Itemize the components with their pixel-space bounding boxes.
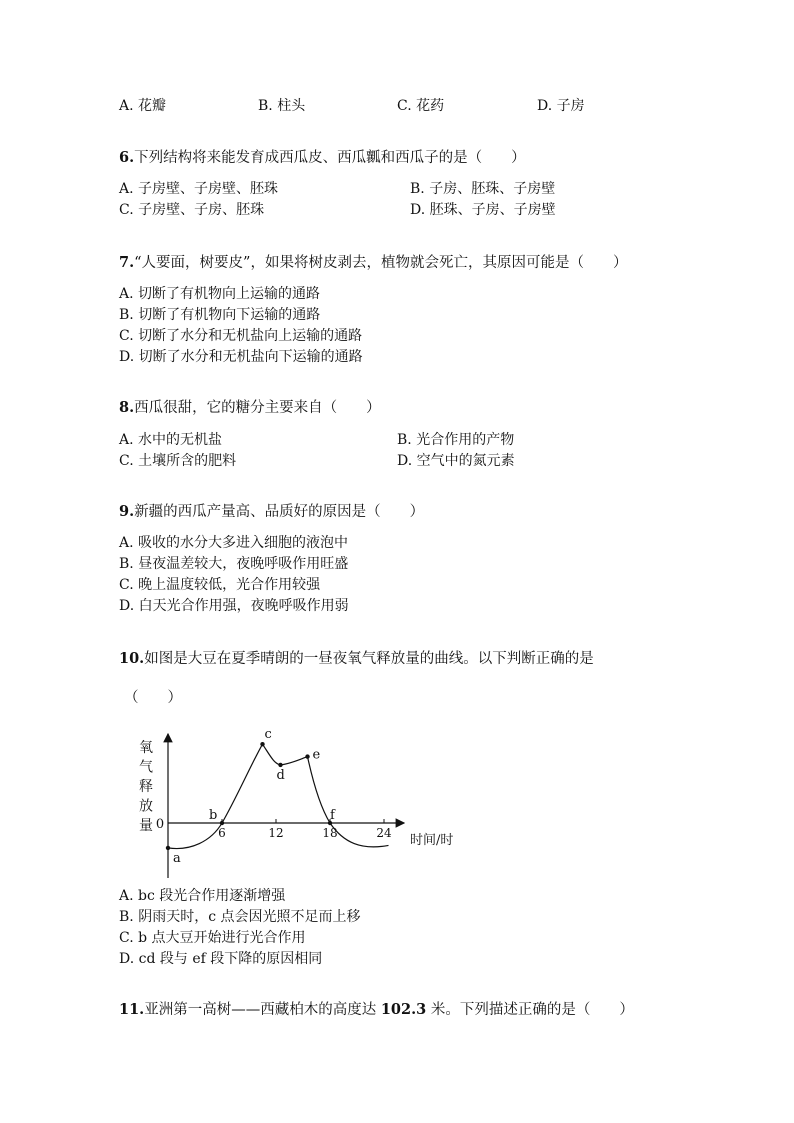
question-10-option-d: D. cd 段与 ef 段下降的原因相同 [119, 951, 323, 967]
point-c [260, 742, 264, 746]
question-6-option-b: B. 子房、胚珠、子房壁 [410, 181, 556, 197]
point-label-f: f [330, 808, 335, 823]
question-8-stem [119, 399, 381, 417]
question-11-stem [119, 1001, 634, 1019]
question-6-number: 6. [119, 149, 135, 166]
question-9-option-d: D. 白天光合作用强，夜晚呼吸作用弱 [119, 598, 349, 614]
question-9-text: 新疆的西瓜产量高、品质好的原因是（ ） [134, 504, 425, 520]
x-tick-label: 6 [218, 826, 226, 840]
point-a [166, 846, 170, 850]
q5-option-d: D. 子房 [537, 98, 585, 114]
question-8-option-a: A. 水中的无机盐 [119, 432, 223, 448]
point-label-e: e [312, 747, 321, 763]
point-label-c: c [264, 730, 272, 743]
x-ticks [218, 819, 392, 840]
question-10-text: 如图是大豆在夏季晴朗的一昼夜氧气释放量的曲线。以下判断正确的是 [144, 651, 594, 667]
y-axis-label-char: 氧 [139, 740, 153, 756]
question-9-option-b: B. 昼夜温差较大，夜晚呼吸作用旺盛 [119, 556, 349, 572]
question-8-option-d: D. 空气中的氮元素 [397, 453, 515, 469]
q5-option-c: C. 花药 [397, 98, 445, 114]
y-axis-label-char: 释 [139, 779, 153, 795]
question-6-option-a: A. 子房壁、子房壁、胚珠 [119, 181, 279, 197]
point-e [305, 754, 309, 758]
question-7-stem [119, 254, 627, 272]
x-axis-label: 时间/时 [410, 833, 454, 848]
question-10-stem [119, 650, 594, 668]
q5-option-b: B. 柱头 [258, 98, 306, 114]
point-d [278, 763, 282, 767]
question-9-stem [119, 503, 424, 521]
question-10-option-a: A. bc 段光合作用逐渐增强 [119, 888, 286, 904]
question-10-option-c: C. b 点大豆开始进行光合作用 [119, 930, 306, 946]
question-8-text: 西瓜很甜，它的糖分主要来自（ ） [134, 400, 381, 416]
question-11-text-pre: 亚洲第一高树——西藏柏木的高度达 [144, 1002, 381, 1018]
question-7-option-a: A. 切断了有机物向上运输的通路 [119, 286, 321, 302]
question-7-option-d: D. 切断了水分和无机盐向下运输的通路 [119, 349, 363, 365]
question-6-stem [119, 149, 526, 167]
question-6-text: 下列结构将来能发育成西瓜皮、西瓜瓤和西瓜子的是（ ） [134, 150, 526, 166]
question-11-number: 11. [119, 1001, 145, 1018]
question-11-text-post: 米。下列描述正确的是（ ） [426, 1002, 634, 1018]
question-6-option-c: C. 子房壁、子房、胚珠 [119, 202, 265, 218]
question-10-number: 10. [119, 650, 145, 667]
y-axis-label-char: 气 [139, 759, 153, 776]
question-7-number: 7. [119, 254, 135, 271]
question-8-option-b: B. 光合作用的产物 [397, 432, 515, 448]
point-label-d: d [276, 767, 285, 783]
point-label-a: a [173, 850, 181, 866]
question-7-text: “人要面，树要皮”，如果将树皮剥去，植物就会死亡，其原因可能是（ ） [134, 255, 628, 271]
question-9-option-c: C. 晚上温度较低，光合作用较强 [119, 577, 321, 593]
y-axis-label-char: 放 [139, 798, 153, 815]
question-9-number: 9. [119, 503, 135, 520]
question-7-option-b: B. 切断了有机物向下运输的通路 [119, 307, 321, 323]
q5-option-a: A. 花瓣 [119, 98, 167, 114]
y-axis-label [139, 740, 153, 834]
curve-points [166, 730, 336, 866]
question-9-option-a: A. 吸收的水分大多进入细胞的液泡中 [119, 535, 349, 551]
question-11-height-value: 102.3 [380, 1001, 427, 1018]
point-label-b: b [209, 808, 218, 823]
oxygen-release-chart [120, 730, 480, 890]
point-b [220, 821, 224, 825]
question-6-option-d: D. 胚珠、子房、子房壁 [410, 202, 556, 218]
question-7-option-c: C. 切断了水分和无机盐向上运输的通路 [119, 328, 363, 344]
question-10-option-b: B. 阴雨天时，c 点会因光照不足而上移 [119, 909, 361, 925]
x-tick-label: 18 [322, 826, 338, 840]
y-axis-label-char: 量 [139, 818, 153, 834]
x-tick-label: 24 [376, 826, 392, 840]
question-8-option-c: C. 土壤所含的肥料 [119, 453, 237, 469]
x-tick-label: 12 [268, 826, 284, 840]
question-10-answer-bracket: （ ） [124, 690, 182, 706]
question-8-number: 8. [119, 399, 135, 416]
origin-label: 0 [155, 817, 165, 832]
